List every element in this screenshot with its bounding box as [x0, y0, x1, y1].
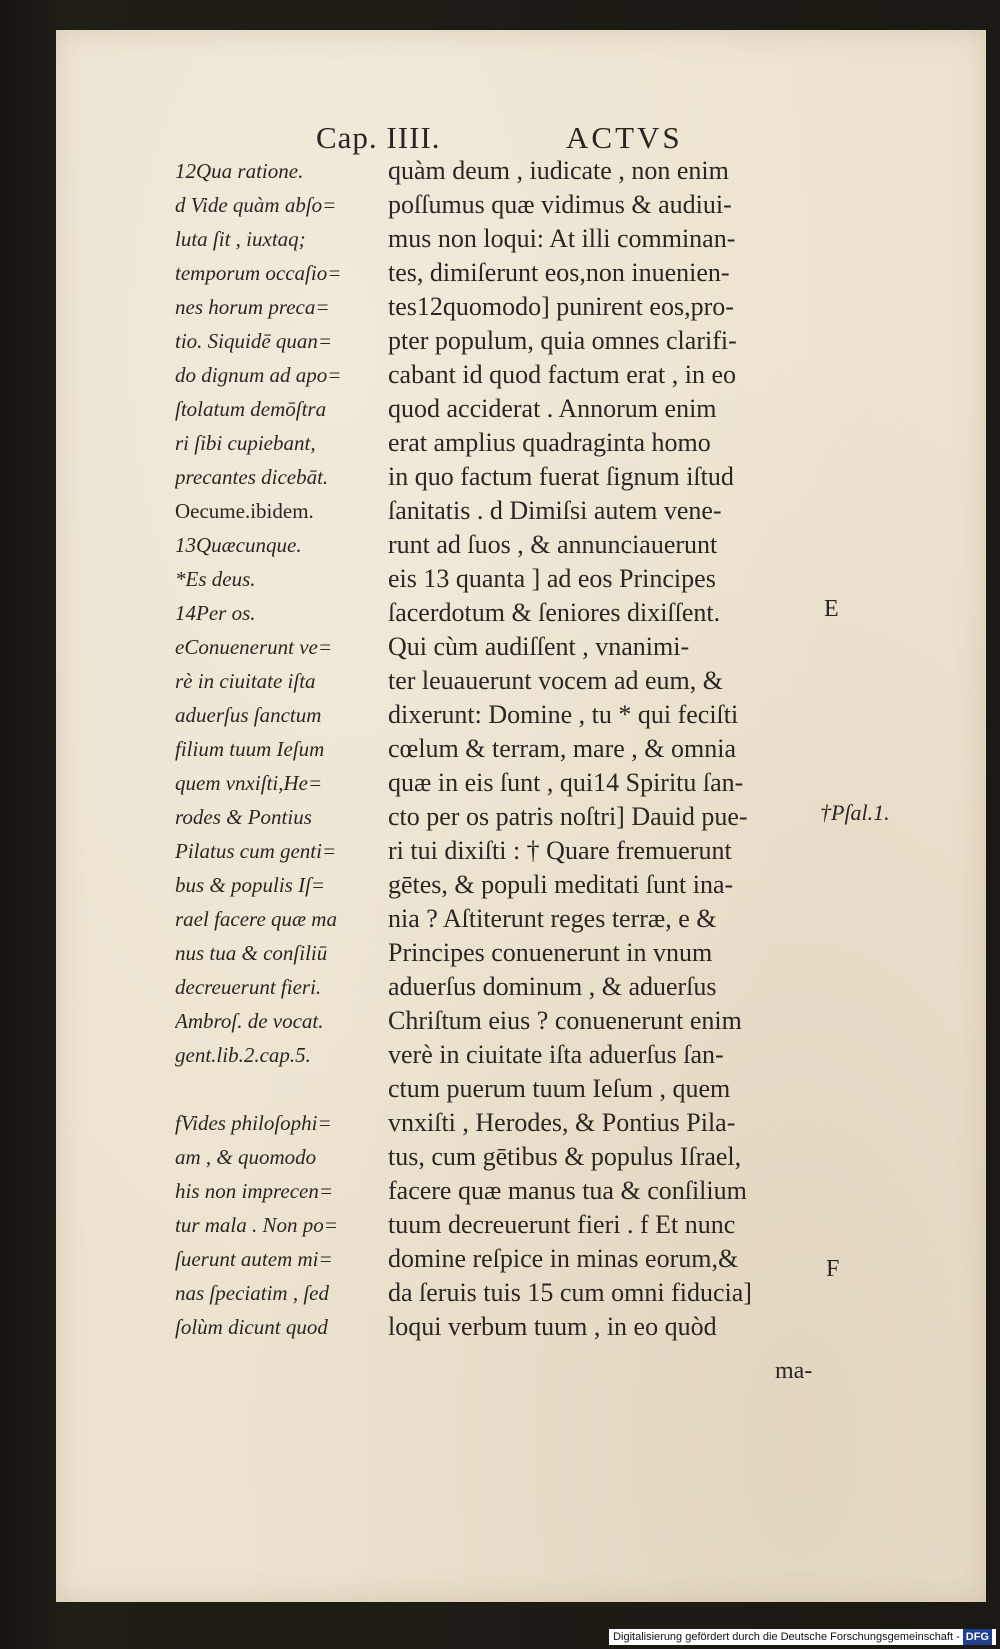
margin-note-line: aduerſus ſanctum — [175, 703, 322, 727]
text-line: gētes, & populi meditati ſunt ina- — [388, 870, 734, 899]
text-line: cœlum & terram, mare , & omnia — [388, 734, 737, 763]
text-line: poſſumus quæ vidimus & audiui- — [388, 190, 732, 219]
digitization-credit-bar — [609, 1629, 996, 1645]
margin-note-line: his non imprecen= — [175, 1179, 334, 1203]
text-line: verè in ciuitate iſta aduerſus ſan- — [388, 1040, 724, 1069]
text-line: ter leuauerunt vocem ad eum, & — [388, 666, 723, 695]
margin-note-line: luta ſit , iuxtaq; — [175, 227, 306, 251]
text-line: Chriſtum eius ? conuenerunt enim — [388, 1006, 742, 1035]
margin-marker-e: E — [824, 596, 839, 622]
margin-note-line: gent.lib.2.cap.5. — [175, 1043, 311, 1067]
text-line: dixerunt: Domine , tu * qui feciſti — [388, 700, 739, 729]
margin-note-line: Oecume.ibidem. — [175, 499, 314, 523]
margin-note-line: Ambroſ. de vocat. — [175, 1009, 324, 1033]
margin-note-line: ſuerunt autem mi= — [175, 1247, 333, 1271]
text-line: quæ in eis ſunt , qui14 Spiritu ſan- — [388, 768, 744, 797]
text-line: ſanitatis . d Dimiſsi autem vene- — [388, 496, 722, 525]
margin-note-line: rael facere quæ ma — [175, 907, 337, 931]
text-line: loqui verbum tuum , in eo quòd — [388, 1312, 717, 1341]
text-line: eis 13 quanta ] ad eos Principes — [388, 564, 716, 593]
margin-note-line: rè in ciuitate iſta — [175, 669, 316, 693]
margin-note-line: Pilatus cum genti= — [175, 839, 337, 863]
margin-note-line: ſolùm dicunt quod — [175, 1315, 328, 1339]
margin-note-line: ſtolatum demōſtra — [175, 397, 327, 421]
text-line: mus non loqui: At illi comminan- — [388, 224, 736, 253]
margin-note-line: decreuerunt fieri. — [175, 975, 322, 999]
margin-note-line: bus & populis Iſ= — [175, 873, 326, 897]
text-line: tuum decreuerunt fieri . f Et nunc — [388, 1210, 736, 1239]
margin-note-line: ri ſibi cupiebant, — [175, 431, 316, 455]
margin-note-line: tio. Siquidē quan= — [175, 329, 333, 353]
text-line: domine reſpice in minas eorum,& — [388, 1244, 739, 1273]
text-line: nia ? Aſtiterunt reges terræ, e & — [388, 904, 717, 933]
text-line: quàm deum , iudicate , non enim — [388, 156, 729, 185]
margin-note-line: nus tua & conſiliū — [175, 941, 328, 965]
margin-note-line: nes horum preca= — [175, 295, 330, 319]
margin-notes-column — [175, 154, 387, 1344]
text-line: ri tui dixiſti : † Quare fremuerunt — [388, 836, 732, 865]
main-text-column — [388, 154, 820, 1344]
margin-note-line: rodes & Pontius — [175, 805, 312, 829]
margin-note-line: precantes dicebāt. — [175, 465, 329, 489]
margin-note-line: d Vide quàm abſo= — [175, 193, 337, 217]
text-line: ſacerdotum & ſeniores dixiſſent. — [388, 598, 721, 627]
text-line: Principes conuenerunt in vnum — [388, 938, 713, 967]
margin-note-line: eConuenerunt ve= — [175, 635, 333, 659]
digitization-credit: Digitalisierung gefördert durch die Deutsche Forschungsgemeinschaft - — [613, 1631, 960, 1643]
margin-note-line: do dignum ad apo= — [175, 363, 342, 387]
chapter-heading: Cap. IIII. — [316, 120, 441, 155]
text-line: Qui cùm audiſſent , vnanimi- — [388, 632, 690, 661]
margin-note-line: am , & quomodo — [175, 1145, 317, 1169]
margin-note-line: fVides philoſophi= — [175, 1111, 332, 1135]
dfg-logo: DFG — [963, 1629, 992, 1645]
text-line: tus, cum gētibus & populus Iſrael, — [388, 1142, 742, 1171]
margin-note-line: filium tuum Ieſum — [175, 737, 325, 761]
margin-note-line: quem vnxiſti,He= — [175, 771, 323, 795]
text-line: cabant id quod factum erat , in eo — [388, 360, 736, 389]
margin-note-line: 12Qua ratione. — [175, 159, 304, 183]
text-line: pter populum, quia omnes clarifi- — [388, 326, 737, 355]
book-title: ACTVS — [566, 120, 683, 155]
margin-note-line: 13Quæcunque. — [175, 533, 302, 557]
text-line: facere quæ manus tua & conſilium — [388, 1176, 747, 1205]
text-line: vnxiſti , Herodes, & Pontius Pila- — [388, 1108, 736, 1137]
text-line: tes12quomodo] punirent eos,pro- — [388, 292, 734, 321]
margin-note-line — [175, 1072, 387, 1106]
margin-note-line: temporum occaſio= — [175, 261, 342, 285]
margin-note-line: 14Per os. — [175, 601, 256, 625]
text-line: cto per os patris noſtri] Dauid pue- — [388, 802, 748, 831]
margin-note-line: nas ſpeciatim , ſed — [175, 1281, 329, 1305]
text-line: da ſeruis tuis 15 cum omni fiducia] — [388, 1278, 752, 1307]
text-line: ctum puerum tuum Ieſum , quem — [388, 1074, 731, 1103]
text-line: in quo factum fuerat ſignum iſtud — [388, 462, 734, 491]
margin-note-line: tur mala . Non po= — [175, 1213, 338, 1237]
text-line: quod acciderat . Annorum enim — [388, 394, 717, 423]
psalm-reference: †Pſal.1. — [820, 800, 890, 825]
margin-marker-f: F — [826, 1256, 840, 1282]
margin-note-line: *Es deus. — [175, 567, 256, 591]
text-line: runt ad ſuos , & annunciauerunt — [388, 530, 718, 559]
text-line: aduerſus dominum , & aduerſus — [388, 972, 717, 1001]
catchword: ma- — [775, 1358, 813, 1384]
text-line: erat amplius quadraginta homo — [388, 428, 711, 457]
text-line: tes, dimiſerunt eos,non inuenien- — [388, 258, 730, 287]
